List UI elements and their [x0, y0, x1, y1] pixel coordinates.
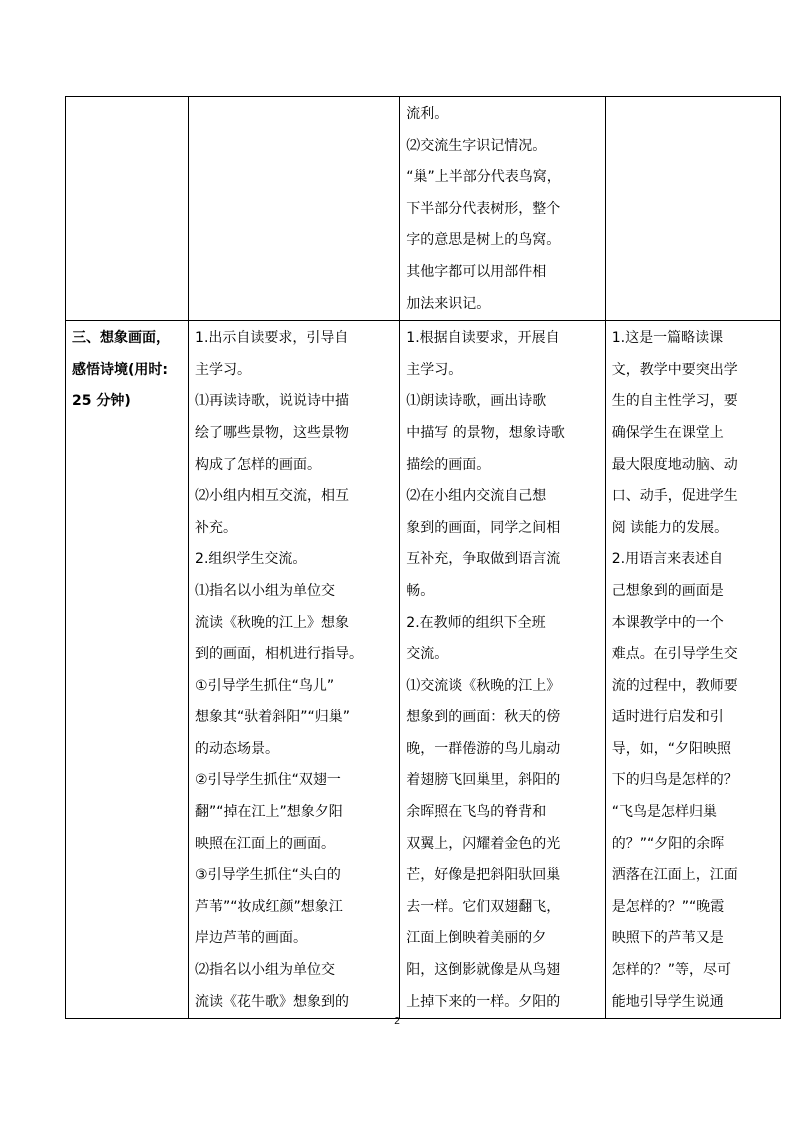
- text-line: 三、想象画面，: [72, 330, 170, 347]
- text-line: 流读《秋晚的江上》想象: [195, 614, 350, 631]
- text-line: 下的归鸟是怎样的？: [611, 772, 738, 789]
- text-line: 上掉下来的一样。夕阳的: [406, 993, 561, 1010]
- text-line: 确保学生在课堂上: [611, 424, 724, 441]
- text-line: 芦苇”“妆成红颜”想象江: [195, 898, 343, 915]
- text-line: 2.组织学生交流。: [195, 551, 307, 568]
- text-line: 着翅膀飞回巢里，斜阳的: [406, 772, 561, 789]
- text-line: 映照在江面上的画面。: [195, 835, 336, 852]
- text-line: 余晖照在飞鸟的脊背和: [406, 804, 547, 821]
- text-line: 能地引导学生说通: [611, 993, 724, 1010]
- text-line: 双翼上，闪耀着金色的光: [406, 835, 561, 852]
- text-line: 晚，一群倦游的鸟儿扇动: [406, 740, 561, 757]
- text-line: 互补充，争取做到语言流: [406, 551, 561, 568]
- text-line: 岸边芦苇的画面。: [195, 930, 308, 947]
- text-line: 流利。: [406, 106, 449, 122]
- text-line: 到的画面，相机进行指导。: [195, 646, 364, 663]
- row2-student-activity-cell: [400, 321, 605, 1019]
- text-line: 阳，这倒影就像是从鸟翅: [406, 962, 561, 979]
- row2-teacher-activity-cell: [189, 321, 400, 1019]
- text-line: 25 分钟): [72, 393, 131, 410]
- text-line: “飞鸟是怎样归巢: [611, 804, 717, 821]
- text-line: 己想象到的画面是: [611, 582, 724, 599]
- text-line: 绘了哪些景物，这些景物: [195, 424, 350, 441]
- text-line: 适时进行启发和引: [611, 709, 724, 726]
- text-line: ⑴朗读诗歌，画出诗歌: [406, 393, 547, 410]
- text-line: 文，教学中要突出学: [611, 361, 738, 378]
- text-line: ①引导学生抓住“鸟儿”: [195, 677, 335, 694]
- text-line: 1.根据自读要求，开展自: [406, 330, 560, 347]
- table-row: [66, 97, 781, 321]
- text-line: 想象到的画面：秋天的傍: [406, 709, 561, 726]
- text-line: ⑴指名以小组为单位交: [195, 582, 336, 599]
- text-line: 流读《花牛歌》想象到的: [195, 993, 350, 1010]
- text-line: 加法来识记。: [406, 295, 491, 312]
- text-line: 导，如，“夕阳映照: [611, 740, 731, 757]
- text-line: 其他字都可以用部件相: [406, 263, 547, 280]
- text-line: “巢”上半部分代表鸟窝，: [406, 169, 561, 186]
- row1-design-intent-cell: [605, 97, 780, 321]
- text-line: 洒落在江面上，江面: [611, 867, 738, 884]
- text-line: 下半部分代表树形，整个: [406, 200, 561, 217]
- text-line: 芒，好像是把斜阳驮回巢: [406, 867, 561, 884]
- text-line: 1.出示自读要求，引导自: [195, 330, 349, 347]
- page-number: 2: [394, 1016, 400, 1027]
- lesson-plan-table: [65, 96, 781, 1019]
- row2-stage-cell: [66, 321, 189, 1019]
- text-line: 口、动手，促进学生: [611, 488, 738, 505]
- row1-student-activity-cell: [400, 97, 605, 321]
- text-line: 本课教学中的一个: [611, 614, 724, 631]
- text-line: 象到的画面，同学之间相: [406, 519, 561, 536]
- text-line: 是怎样的？”“晚霞: [611, 898, 725, 915]
- text-line: 主学习。: [195, 361, 252, 378]
- table-row: [66, 321, 781, 1019]
- text-line: 2.在教师的组织下全班: [406, 614, 546, 631]
- text-line: 生的自主性学习，要: [611, 393, 738, 410]
- text-line: 怎样的？”等，尽可: [611, 962, 731, 979]
- text-line: ⑵交流生字识记情况。: [406, 137, 547, 154]
- text-line: 中描写 的景物，想象诗歌: [406, 424, 565, 441]
- text-line: 难点。在引导学生交: [611, 646, 738, 663]
- text-line: ②引导学生抓住“双翅一: [195, 772, 341, 789]
- text-line: 想象其“驮着斜阳”“归巢”: [195, 709, 351, 726]
- text-line: 2.用语言来表述自: [611, 551, 724, 568]
- text-line: ⑴交流谈《秋晚的江上》: [406, 677, 561, 694]
- text-line: ⑵在小组内交流自己想: [406, 488, 547, 505]
- text-line: 1.这是一篇略读课: [611, 330, 724, 347]
- text-line: 补充。: [195, 519, 238, 536]
- text-line: 翻”“掉在江上”想象夕阳: [195, 804, 343, 821]
- text-line: ⑵指名以小组为单位交: [195, 962, 336, 979]
- text-line: 映照下的芦苇又是: [611, 930, 724, 947]
- text-line: 构成了怎样的画面。: [195, 456, 322, 473]
- text-line: 江面上倒映着美丽的夕: [406, 930, 547, 947]
- text-line: 畅。: [406, 582, 435, 599]
- row2-design-intent-cell: [605, 321, 780, 1019]
- text-line: 的？”“夕阳的余晖: [611, 835, 725, 852]
- text-line: ⑴再读诗歌，说说诗中描: [195, 393, 350, 410]
- text-line: 描绘的画面。: [406, 456, 491, 473]
- text-line: 流的过程中，教师要: [611, 677, 738, 694]
- text-line: 最大限度地动脑、动: [611, 456, 738, 473]
- row1-stage-cell: [66, 97, 189, 321]
- text-line: ③引导学生抓住“头白的: [195, 867, 341, 884]
- text-line: 的动态场景。: [195, 740, 280, 757]
- row1-teacher-activity-cell: [189, 97, 400, 321]
- text-line: 交流。: [406, 646, 449, 663]
- text-line: 主学习。: [406, 361, 463, 378]
- text-line: ⑵小组内相互交流，相互: [195, 488, 350, 505]
- text-line: 字的意思是树上的鸟窝。: [406, 232, 561, 249]
- text-line: 感悟诗境(用时:: [72, 361, 168, 378]
- text-line: 阅 读能力的发展。: [611, 519, 729, 536]
- text-line: 去一样。它们双翅翻飞，: [406, 898, 561, 915]
